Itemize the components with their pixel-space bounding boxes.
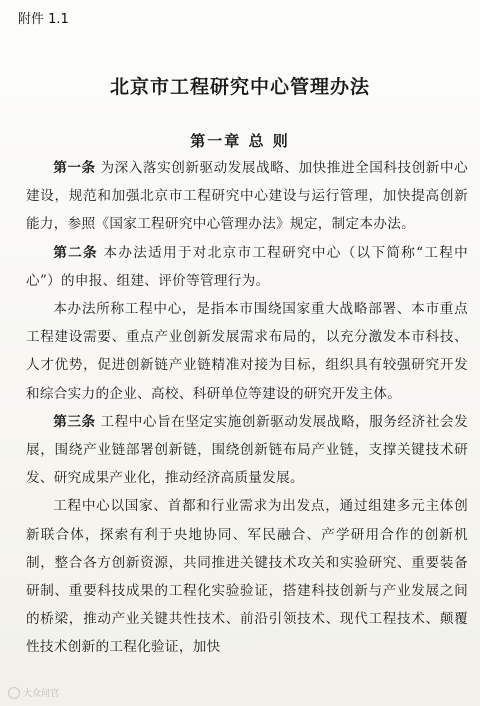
article-number: 第三条 — [53, 413, 96, 430]
paragraph-text: 工程中心以国家、首都和行业需求为出发点，通过组建多元主体创新联合体，探索有利于央地协同、军民融合、产学研用合作的创新机制，整合各方创新资源，共同推进关键技术攻关和实验研究、重要装备研制、重要科技成果的工程化实验验证，搭建科技创新与产业发展之间的桥梁，推动产业关键共性技术、前沿引领技术、现代工程技术、颠覆性技术创新的工程化验证，加快 — [26, 498, 468, 656]
document-body — [26, 154, 468, 662]
chapter-heading: 第一章 总 则 — [190, 132, 290, 150]
article-number: 第二条 — [53, 244, 98, 261]
paragraph-article-2 — [26, 239, 468, 295]
article-number: 第一条 — [53, 160, 96, 176]
paragraph-text: 工程中心旨在坚定实施创新驱动发展战略，服务经济社会发展，围绕产业链部署创新链，围绕创新链布局产业链，支撑关键技术研发、研究成果产业化，推动经济高质量发展。 — [26, 413, 468, 487]
watermark-logo-icon — [8, 687, 20, 699]
paragraph-text: 为深入落实创新驱动发展战略、加快推进全国科技创新中心建设，规范和加强北京市工程研究中心建设与运行管理，加快提高创新能力，参照《国家工程研究中心管理办法》规定，制定本办法。 — [26, 160, 468, 233]
paragraph-text: 本办法适用于对北京市工程研究中心（以下简称“工程中心”）的申报、组建、评价等管理行为。 — [26, 244, 469, 289]
watermark-text: 大众问官 — [23, 689, 60, 699]
document-title: 北京市工程研究中心管理办法 — [109, 76, 370, 98]
paragraph-article-3 — [26, 408, 468, 493]
paragraph-definition — [26, 295, 468, 408]
paragraph-article-1 — [26, 154, 468, 239]
paragraph-mission — [26, 492, 468, 661]
attachment-label: 附件 1.1 — [18, 12, 69, 27]
paragraph-text: 本办法所称工程中心，是指本市围绕国家重大战略部署、本市重点工程建设需要、重点产业创新发展需求布局的，以充分激发本市科技、人才优势，促进创新链产业链精准对接为目标，组织具有较强研究开发和综合实力的企业、高校、科研单位等建设的研究开发主体。 — [26, 301, 468, 402]
watermark — [8, 686, 59, 699]
